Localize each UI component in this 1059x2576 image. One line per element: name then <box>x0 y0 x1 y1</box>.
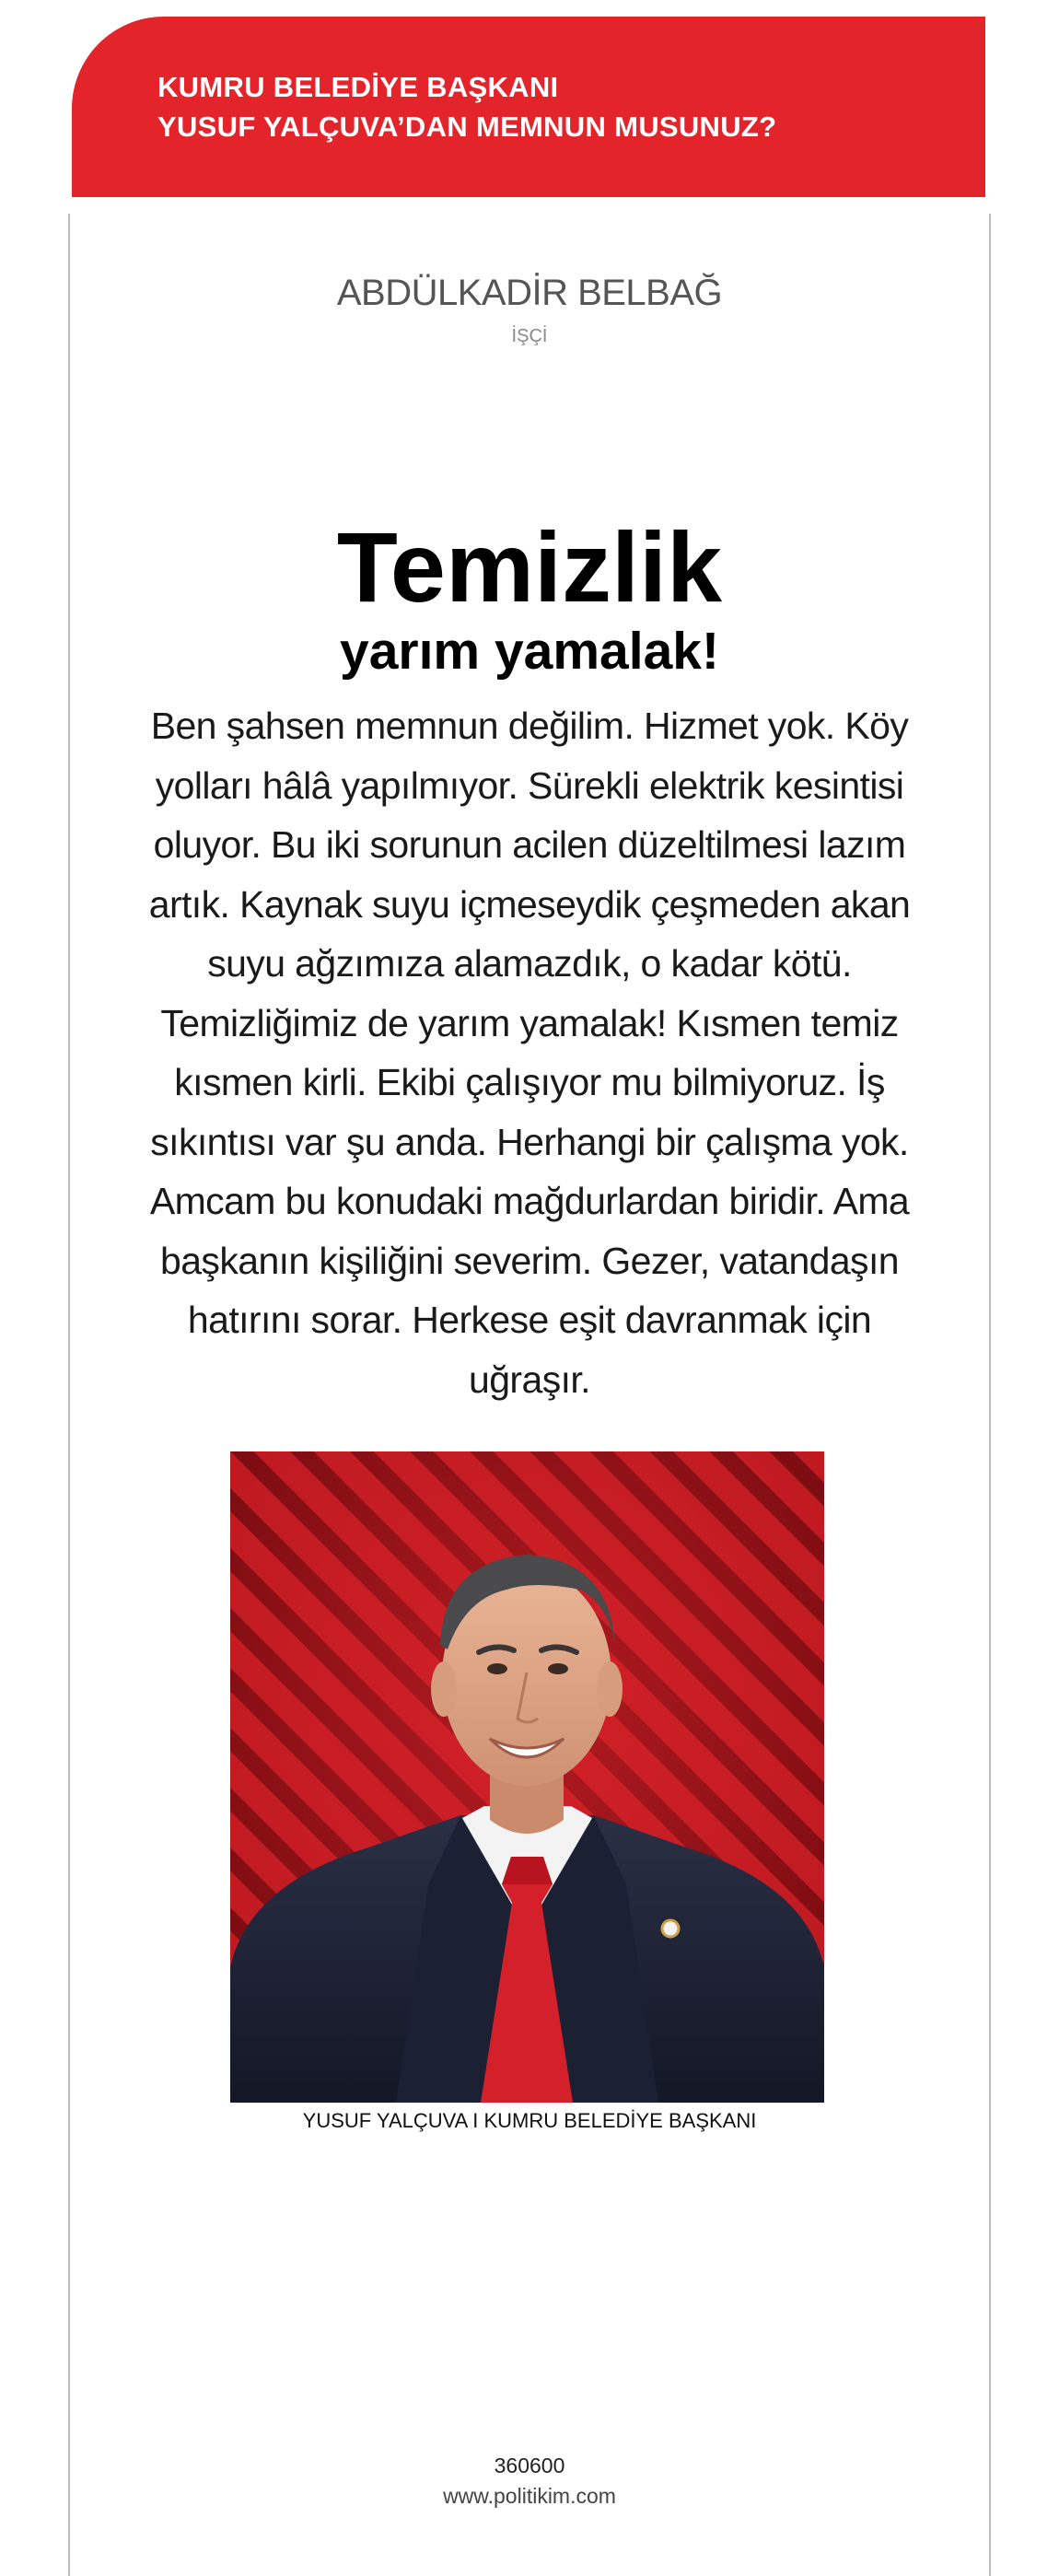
banner-line-1: KUMRU BELEDİYE BAŞKANI <box>157 71 559 103</box>
question-banner <box>72 17 985 197</box>
article-body: Ben şahsen memnun değilim. Hizmet yok. Köy yolları hâlâ yapılmıyor. Sürekli elektrik kesintisi oluyor. Bu iki sorunun acilen düzeltilmesi lazım artık. Kaynak suyu içmeseydik çeşmeden akan suyu ağzımıza alamazdık, o kadar kötü. Temizliğimiz de yarım yamalak! Kısmen temiz kısmen kirli. Ekibi çalışıyor mu bilmiyoruz. İş sıkıntısı var şu anda. Herhangi bir çalışma yok. Amcam bu konudaki mağdurlardan biridir. Ama başkanın kişiliğini severim. Gezer, vatandaşın hatırını sorar. Herkese eşit davranmak için uğraşır. <box>148 705 911 1401</box>
banner-line-2: YUSUF YALÇUVA’DAN MEMNUN MUSUNUZ? <box>157 111 777 143</box>
article-headline: Temizlik <box>336 511 723 623</box>
author-occupation: İŞÇİ <box>511 326 548 346</box>
footer-code: 360600 <box>494 2454 565 2477</box>
article-subheadline: yarım yamalak! <box>340 622 719 681</box>
mayor-photo <box>230 1451 824 2103</box>
footer-website-link[interactable]: www.politikim.com <box>443 2484 616 2508</box>
author-name: ABDÜLKADİR BELBAĞ <box>336 273 723 313</box>
photo-caption: YUSUF YALÇUVA I KUMRU BELEDİYE BAŞKANI <box>302 2109 757 2132</box>
mayor-portrait-illustration <box>230 1451 824 2103</box>
